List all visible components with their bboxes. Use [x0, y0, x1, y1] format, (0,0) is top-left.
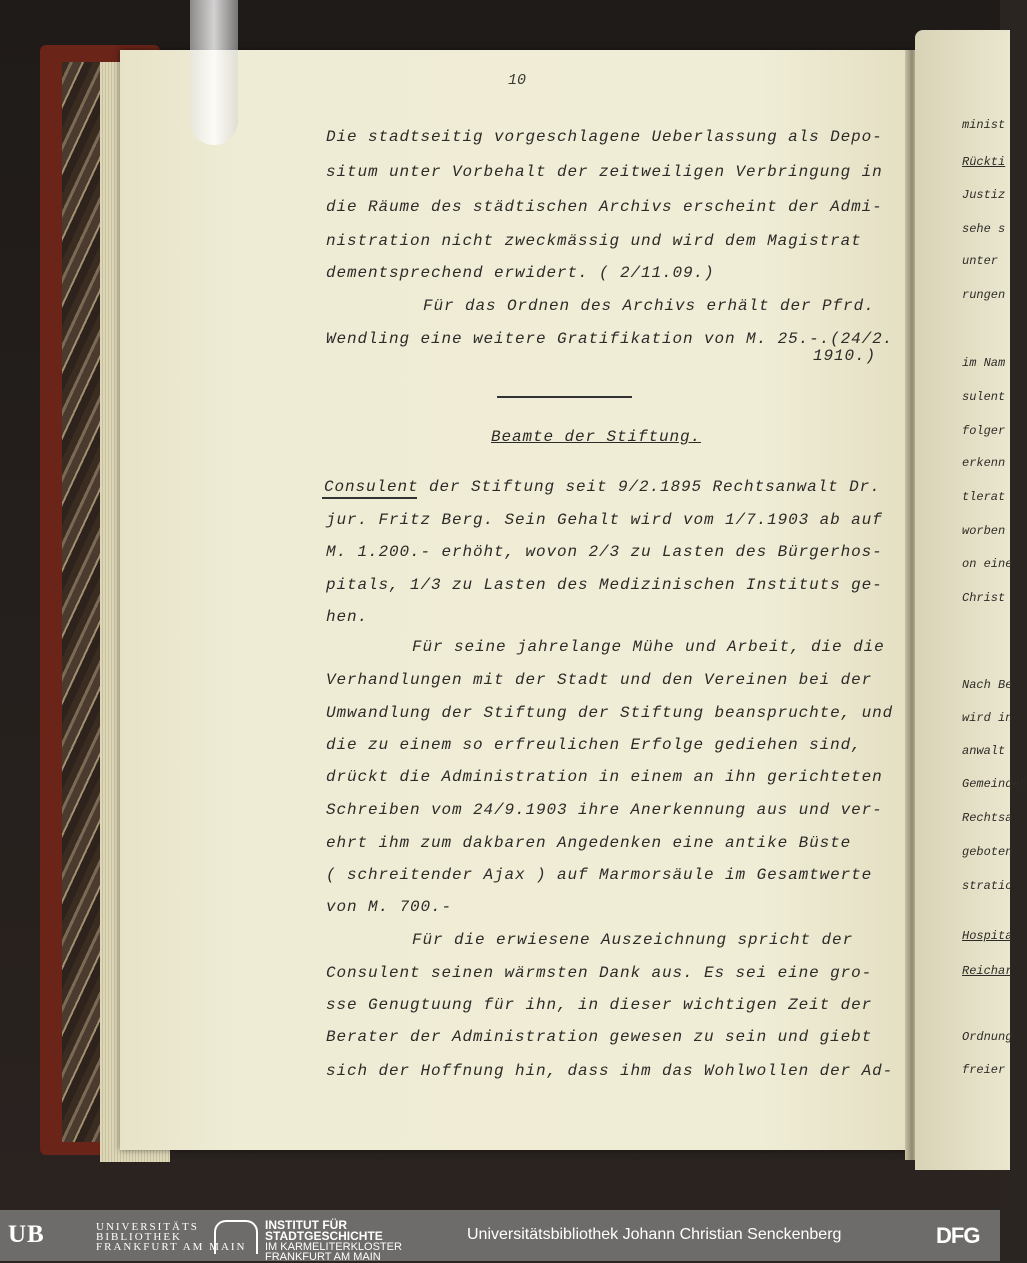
- right-page-fragment: Ordnung: [962, 1030, 1013, 1044]
- text-line: dementsprechend erwidert. ( 2/11.09.): [326, 264, 715, 282]
- right-page-fragment: sulent: [962, 390, 1006, 404]
- right-page-fragment: Reichar: [962, 964, 1013, 978]
- text-line: Schreiben vom 24/9.1903 ihre Anerkennung aus und ver-: [326, 801, 883, 819]
- text-line: Consulent der Stiftung seit 9/2.1895 Rechtsanwalt Dr.: [324, 478, 881, 496]
- right-page-fragment: minist: [962, 118, 1006, 132]
- text-line: Berater der Administration gewesen zu sein und giebt: [326, 1028, 873, 1046]
- text-line: jur. Fritz Berg. Sein Gehalt wird vom 1/7.1903 ab auf: [326, 511, 883, 529]
- text-line: sse Genugtuung für ihn, in dieser wichtigen Zeit der: [326, 996, 873, 1014]
- right-page-fragment: on eine: [962, 557, 1013, 571]
- right-page-fragment: Rechtsa: [962, 811, 1013, 825]
- right-page-fragment: Christ: [962, 591, 1006, 605]
- text-line: von M. 700.-: [326, 898, 453, 916]
- right-page-fragment: anwalt: [962, 744, 1006, 758]
- library-title: Universitätsbibliothek Johann Christian Senckenberg: [467, 1226, 842, 1243]
- right-page-fragment: Justiz: [962, 188, 1006, 202]
- right-page-fragment: Nach Be: [962, 678, 1013, 692]
- ub-line-1: UNIVERSITÄTS: [96, 1221, 199, 1233]
- right-page-fragment: sehe s: [962, 222, 1006, 236]
- text-line: Für seine jahrelange Mühe und Arbeit, die die: [412, 638, 885, 656]
- text-line: sich der Hoffnung hin, dass ihm das Wohlwollen der Ad-: [326, 1062, 894, 1080]
- right-page-fragment: wird in: [962, 711, 1013, 725]
- ifs-logo-text: [265, 1220, 402, 1262]
- text-line: die Räume des städtischen Archivs erscheint der Admi-: [326, 198, 883, 216]
- ifs-line-4: FRANKFURT AM MAIN: [265, 1251, 381, 1263]
- consulent-underline: [322, 497, 417, 499]
- text-line: nistration nicht zweckmässig und wird dem Magistrat: [326, 232, 862, 250]
- text-line: Wendling eine weitere Gratifikation von M. 25.-.(24/2.: [326, 330, 894, 348]
- text-line: Consulent seinen wärmsten Dank aus. Es sei eine gro-: [326, 964, 873, 982]
- text-line: ehrt ihm zum dakbaren Angedenken eine antike Büste: [326, 834, 852, 852]
- text-line: 1910.): [813, 347, 877, 365]
- text-line: Verhandlungen mit der Stadt und den Vereinen bei der: [326, 671, 873, 689]
- right-page-fragment: tlerat: [962, 490, 1006, 504]
- ub-line-2: BIBLIOTHEK: [96, 1231, 182, 1243]
- text-line: situm unter Vorbehalt der zeitweiligen Verbringung in: [326, 163, 883, 181]
- viewer-footer: [0, 1210, 1000, 1261]
- transparent-bookmark: [190, 0, 238, 145]
- right-page-fragment: worben: [962, 524, 1006, 538]
- text-line: pitals, 1/3 zu Lasten des Medizinischen Instituts ge-: [326, 576, 883, 594]
- ifs-line-1: INSTITUT FÜR: [265, 1218, 347, 1232]
- ub-logo: UB: [8, 1221, 45, 1248]
- text-line: M. 1.200.- erhöht, wovon 2/3 zu Lasten des Bürgerhos-: [326, 543, 883, 561]
- text-line: ( schreitender Ajax ) auf Marmorsäule im Gesamtwerte: [326, 866, 873, 884]
- dfg-logo: DFG: [936, 1223, 980, 1248]
- right-page-fragment: Gemeindeh: [962, 777, 1027, 791]
- page-number: 10: [508, 72, 527, 89]
- right-page-fragment: erkenn: [962, 456, 1006, 470]
- text-line: drückt die Administration in einem an ihn gerichteten: [326, 768, 883, 786]
- section-heading: Beamte der Stiftung.: [491, 428, 702, 446]
- text-line: Für die erwiesene Auszeichnung spricht der: [412, 931, 854, 949]
- right-page-fragment: folger: [962, 424, 1006, 438]
- text-line: Umwandlung der Stiftung der Stiftung beanspruchte, und: [326, 704, 894, 722]
- text-line: die zu einem so erfreulichen Erfolge gediehen sind,: [326, 736, 862, 754]
- right-page-fragment: geboten: [962, 845, 1013, 859]
- text-line: Für das Ordnen des Archivs erhält der Pfrd.: [423, 297, 875, 315]
- right-page-fragment: freier: [962, 1063, 1006, 1077]
- text-line: hen.: [326, 608, 369, 626]
- right-page-fragment: Hospita: [962, 929, 1013, 943]
- section-separator-line: [497, 396, 632, 398]
- right-page-fragment: unter: [962, 254, 999, 268]
- ifs-line-2: STADTGESCHICHTE: [265, 1229, 383, 1243]
- ifs-line-3: IM KARMELITERKLOSTER: [265, 1241, 402, 1253]
- right-page-fragment: im Nam: [962, 356, 1006, 370]
- ub-line-3: FRANKFURT AM MAIN: [96, 1241, 247, 1253]
- text-line: Die stadtseitig vorgeschlagene Ueberlassung als Depo-: [326, 128, 883, 146]
- right-page-fragment: stratio: [962, 879, 1013, 893]
- right-page-fragment: Rückti: [962, 155, 1006, 169]
- right-page-fragment: rungen: [962, 288, 1006, 302]
- ifs-arch-icon: [214, 1220, 258, 1254]
